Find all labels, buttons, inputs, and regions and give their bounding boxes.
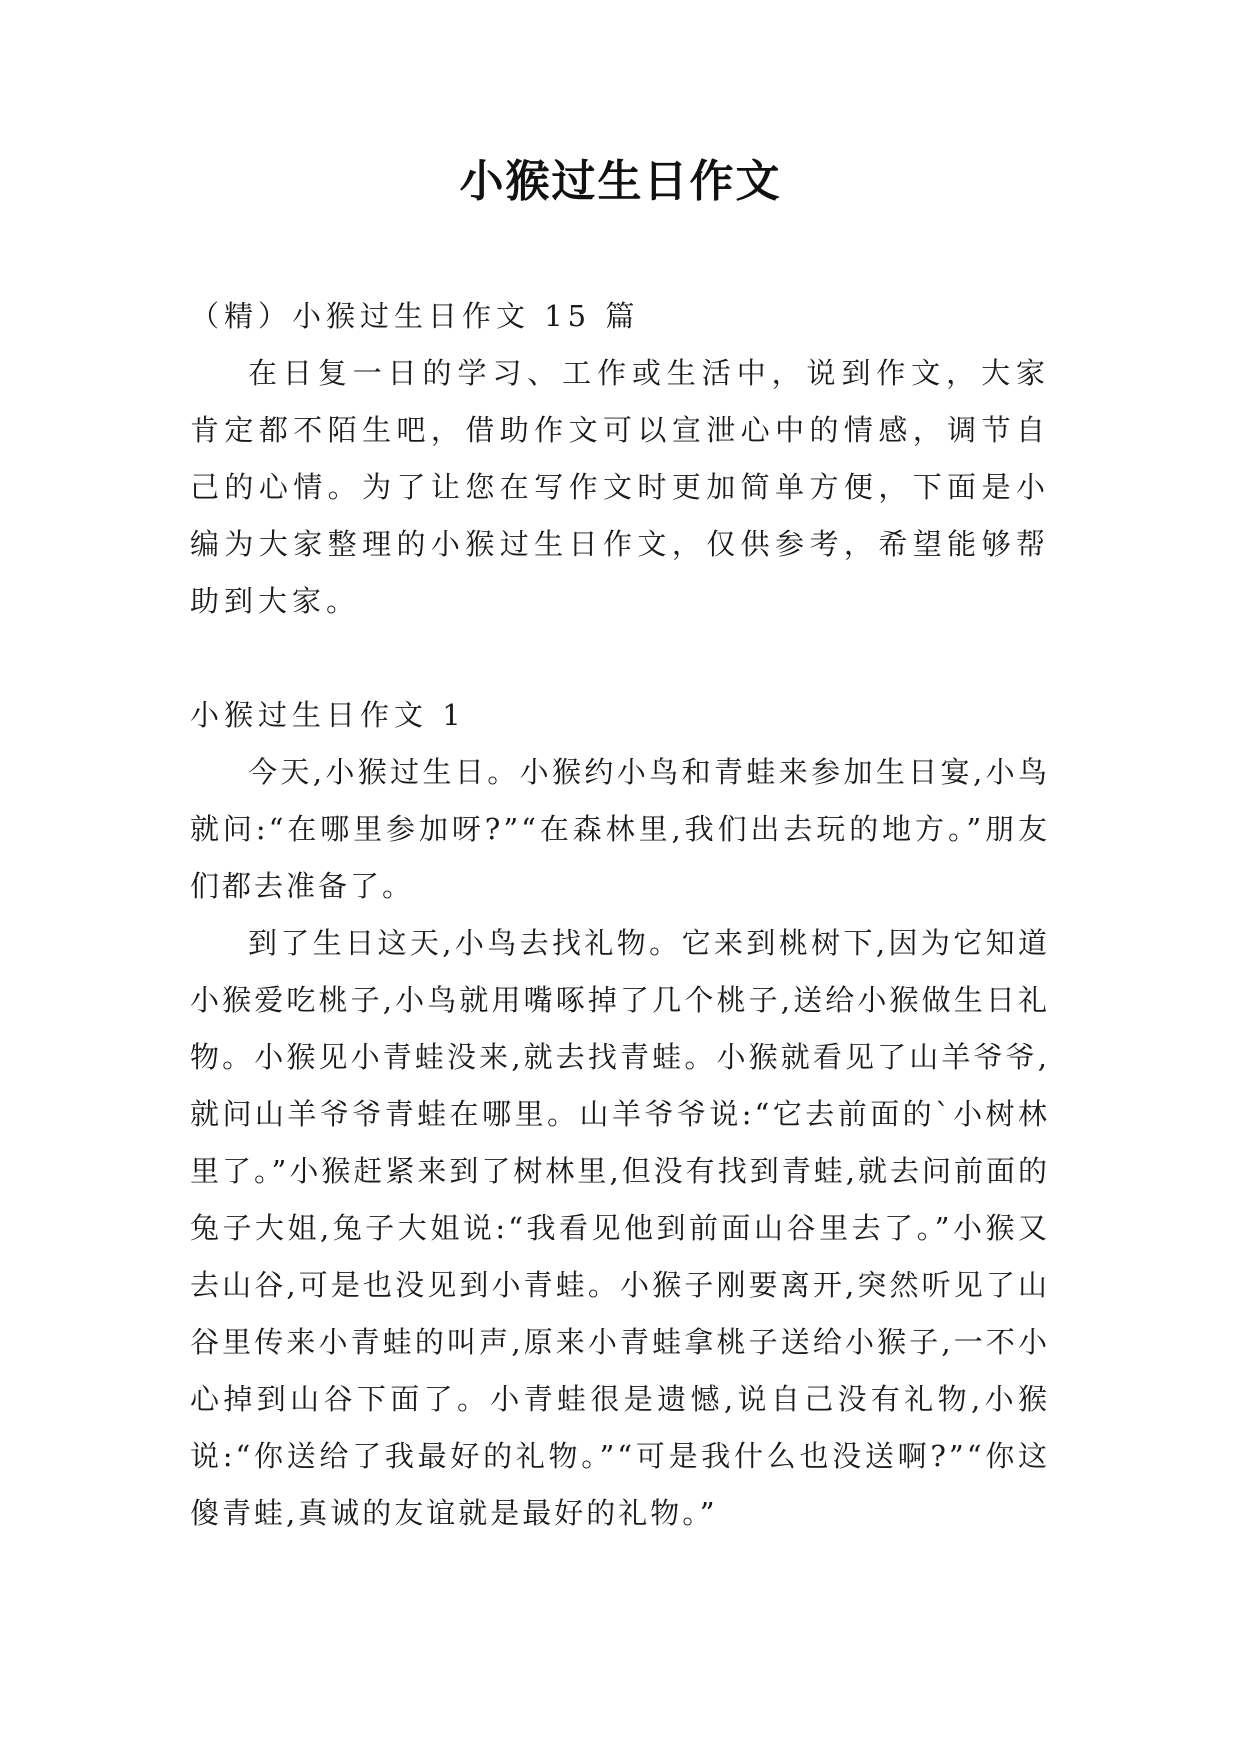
body-paragraph: 今天,小猴过生日。小猴约小鸟和青蛙来参加生日宴,小鸟就问:“在哪里参加呀?”“在森林里,我们出去玩的地方。”朋友们都去准备了。: [190, 755, 1050, 903]
intro-paragraph: 在日复一日的学习、工作或生活中，说到作文，大家肯定都不陌生吧，借助作文可以宣泄心中的情感，调节自己的心情。为了让您在写作文时更加简单方便，下面是小编为大家整理的小猴过生日作文，仅供参考，希望能够帮助到大家。: [190, 356, 1050, 618]
body-paragraph: 到了生日这天,小鸟去找礼物。它来到桃树下,因为它知道小猴爱吃桃子,小鸟就用嘴啄掉了几个桃子,送给小猴做生日礼物。小猴见小青蛙没来,就去找青蛙。小猴就看见了山羊爷爷,就问山羊爷爷青蛙在哪里。山羊爷爷说:“它去前面的`小树林里了。”小猴赶紧来到了树林里,但没有找到青蛙,就去问前面的兔子大姐,兔子大姐说:“我看见他到前面山谷里去了。”小猴又去山谷,可是也没见到小青蛙。小猴子刚要离开,突然听见了山谷里传来小青蛙的叫声,原来小青蛙拿桃子送给小猴子,一不小心掉到山谷下面了。小青蛙很是遗憾,说自己没有礼物,小猴说:“你送给了我最好的礼物。”“可是我什么也没送啊?”“你这傻青蛙,真诚的友谊就是最好的礼物。”: [190, 926, 1050, 1530]
page-title: 小猴过生日作文: [459, 156, 782, 207]
section-heading: 小猴过生日作文 1: [190, 698, 466, 732]
document-body: [190, 288, 1050, 1542]
document-subtitle: （精）小猴过生日作文 15 篇: [190, 299, 640, 333]
